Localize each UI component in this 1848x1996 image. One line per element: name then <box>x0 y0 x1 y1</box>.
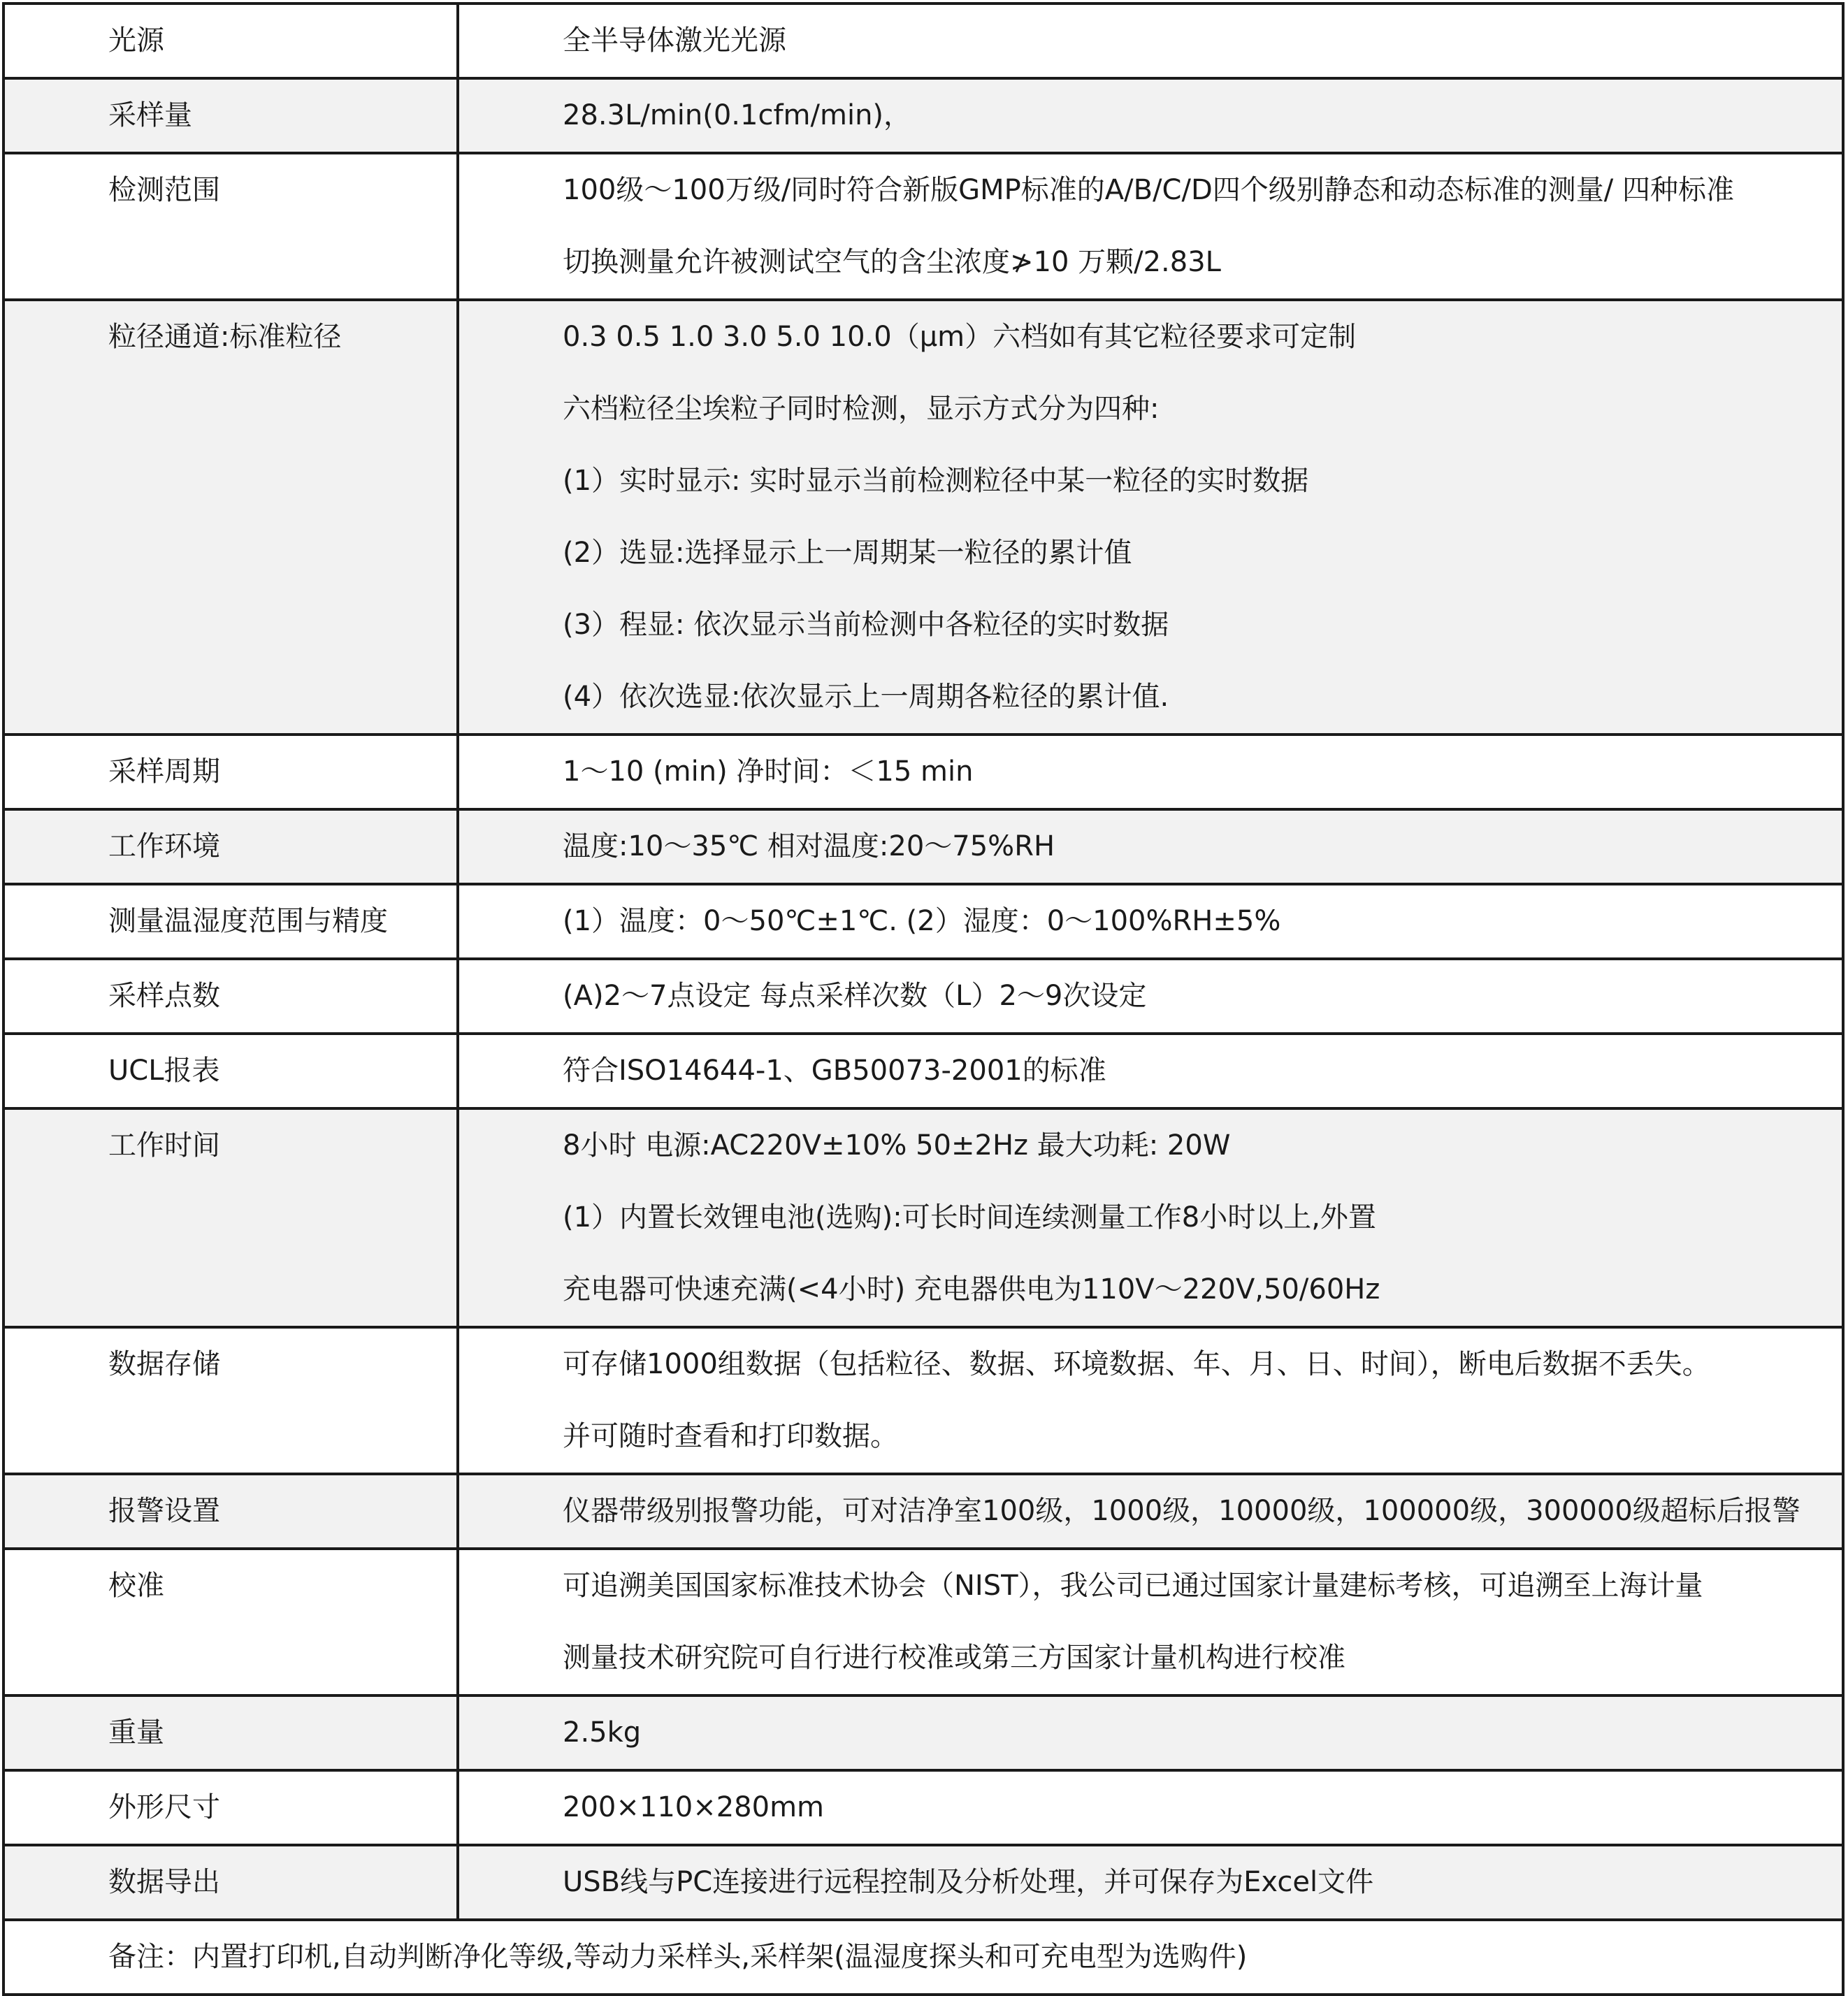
spec-label: 数据存储 <box>3 1327 458 1474</box>
spec-value <box>458 300 1843 735</box>
spec-value-line: 符合ISO14644-1、GB50073-2001的标准 <box>563 1055 1106 1087</box>
spec-value-line: 2.5kg <box>563 1716 642 1749</box>
spec-value <box>458 884 1843 959</box>
spec-value-line: (4）依次选显:依次显示上一周期各粒径的累计值. <box>563 681 1169 713</box>
spec-row <box>3 1845 1843 1920</box>
spec-label: 测量温湿度范围与精度 <box>3 884 458 959</box>
spec-row <box>3 1034 1843 1108</box>
spec-value <box>458 1034 1843 1108</box>
spec-value-line: 六档粒径尘埃粒子同时检测，显示方式分为四种: <box>563 393 1160 425</box>
spec-value <box>458 959 1843 1034</box>
spec-value <box>458 1845 1843 1920</box>
spec-label: UCL报表 <box>3 1034 458 1108</box>
spec-value-line: 充电器可快速充满(<4小时) 充电器供电为110V～220V,50/60Hz <box>563 1273 1380 1306</box>
spec-value-line: 全半导体激光光源 <box>563 24 786 57</box>
spec-row <box>3 1549 1843 1695</box>
spec-value <box>458 1695 1843 1770</box>
spec-row <box>3 1108 1843 1327</box>
spec-value <box>458 1474 1843 1549</box>
spec-value <box>458 1549 1843 1695</box>
spec-value <box>458 78 1843 153</box>
spec-label: 光源 <box>3 3 458 78</box>
spec-label: 重量 <box>3 1695 458 1770</box>
spec-label: 工作环境 <box>3 809 458 884</box>
spec-value-line: (A)2～7点设定 每点采样次数（L）2～9次设定 <box>563 980 1147 1012</box>
spec-value <box>458 3 1843 78</box>
note-row <box>3 1920 1843 1995</box>
spec-label: 采样量 <box>3 78 458 153</box>
spec-label: 校准 <box>3 1549 458 1695</box>
spec-row <box>3 735 1843 809</box>
spec-label: 工作时间 <box>3 1108 458 1327</box>
spec-row <box>3 300 1843 735</box>
spec-row <box>3 809 1843 884</box>
spec-value <box>458 1327 1843 1474</box>
spec-row <box>3 1695 1843 1770</box>
spec-row <box>3 884 1843 959</box>
spec-value <box>458 735 1843 809</box>
spec-label: 采样点数 <box>3 959 458 1034</box>
spec-value <box>458 809 1843 884</box>
spec-row <box>3 1474 1843 1549</box>
spec-label: 采样周期 <box>3 735 458 809</box>
spec-value-line: 切换测量允许被测试空气的含尘浓度≯10 万颗/2.83L <box>563 246 1221 278</box>
spec-label: 检测范围 <box>3 153 458 300</box>
spec-value-line: 可追溯美国国家标准技术协会（NIST），我公司已通过国家计量建标考核，可追溯至上海计量 <box>563 1570 1703 1602</box>
spec-label: 报警设置 <box>3 1474 458 1549</box>
spec-value-line: 200×110×280mm <box>563 1791 825 1823</box>
spec-value <box>458 153 1843 300</box>
spec-value-line: (1）内置长效锂电池(选购):可长时间连续测量工作8小时以上,外置 <box>563 1201 1376 1234</box>
spec-row <box>3 153 1843 300</box>
spec-row <box>3 1770 1843 1845</box>
spec-value <box>458 1770 1843 1845</box>
spec-value-line: USB线与PC连接进行远程控制及分析处理，并可保存为Excel文件 <box>563 1866 1374 1898</box>
spec-value-line: 8小时 电源:AC220V±10% 50±2Hz 最大功耗: 20W <box>563 1129 1231 1162</box>
spec-row <box>3 1327 1843 1474</box>
spec-value <box>458 1108 1843 1327</box>
spec-value-line: 并可随时查看和打印数据。 <box>563 1420 898 1452</box>
spec-value-line: 温度:10～35℃ 相对温度:20～75%RH <box>563 830 1055 862</box>
spec-value-line: 可存储1000组数据（包括粒径、数据、环境数据、年、月、日、时间），断电后数据不丢失。 <box>563 1348 1710 1380</box>
spec-row <box>3 3 1843 78</box>
spec-value-line: 100级～100万级/同时符合新版GMP标准的A/B/C/D四个级别静态和动态标准的测量/ 四种标准 <box>563 174 1734 206</box>
spec-value-line: (2）选显:选择显示上一周期某一粒径的累计值 <box>563 537 1132 569</box>
spec-label: 粒径通道:标准粒径 <box>3 300 458 735</box>
spec-value-line: (1）温度：0～50℃±1℃. (2）湿度：0～100%RH±5% <box>563 905 1281 937</box>
spec-table <box>2 2 1845 1996</box>
spec-value-line: 0.3 0.5 1.0 3.0 5.0 10.0（μm）六档如有其它粒径要求可定制 <box>563 321 1357 353</box>
spec-value-line: (1）实时显示: 实时显示当前检测粒径中某一粒径的实时数据 <box>563 465 1309 497</box>
spec-label: 数据导出 <box>3 1845 458 1920</box>
spec-value-line: 测量技术研究院可自行进行校准或第三方国家计量机构进行校准 <box>563 1642 1345 1674</box>
spec-value-line: (3）程显: 依次显示当前检测中各粒径的实时数据 <box>563 609 1169 641</box>
spec-row <box>3 78 1843 153</box>
spec-table-body <box>3 3 1843 1995</box>
note-text: 备注：内置打印机,自动判断净化等级,等动力采样头,采样架(温湿度探头和可充电型为选购件) <box>3 1920 1843 1995</box>
spec-label: 外形尺寸 <box>3 1770 458 1845</box>
spec-value-line: 仪器带级别报警功能，可对洁净室100级，1000级，10000级，100000级，300000级超标后报警 <box>563 1495 1800 1527</box>
spec-value-line: 28.3L/min(0.1cfm/min)， <box>563 99 912 131</box>
spec-value-line: 1～10 (min) 净时间：＜15 min <box>563 755 974 788</box>
spec-row <box>3 959 1843 1034</box>
